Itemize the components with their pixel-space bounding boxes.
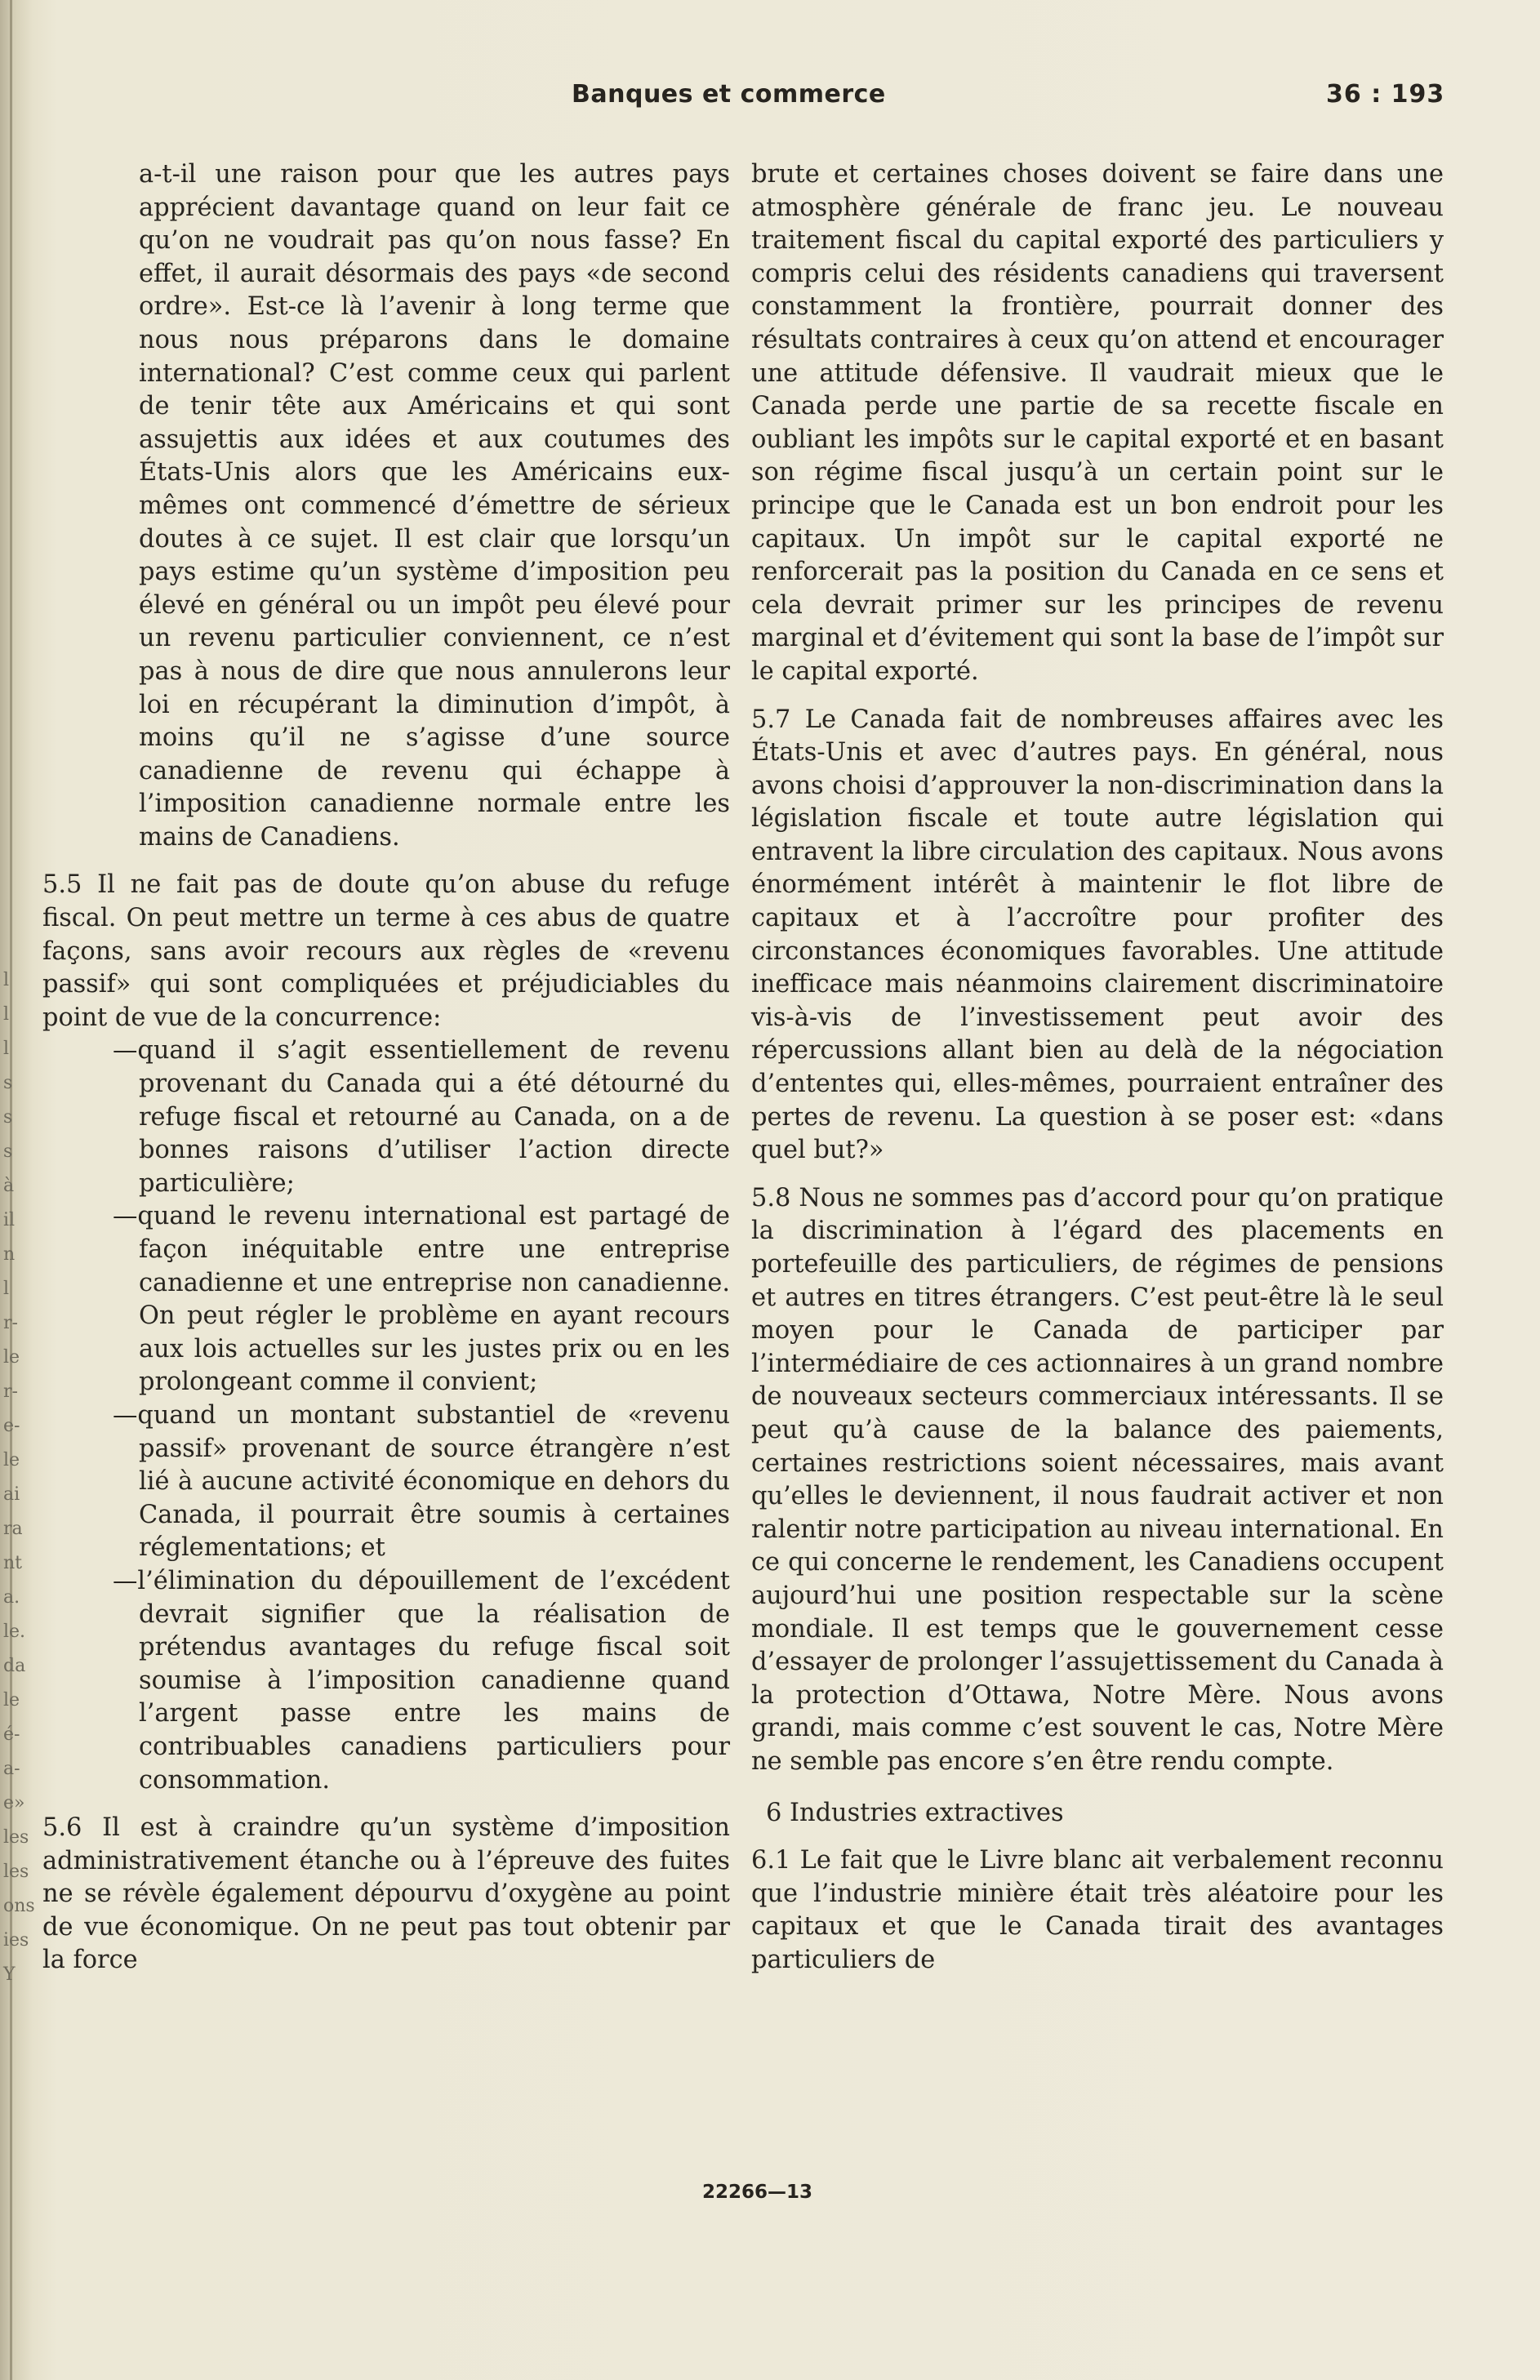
- margin-bleed-fragment: le.: [3, 1622, 26, 1642]
- margin-bleed-fragment: ons: [3, 1896, 35, 1916]
- margin-bleed-fragment: les: [3, 1827, 29, 1848]
- margin-bleed-fragment: a-: [3, 1759, 20, 1779]
- margin-bleed-fragment: da: [3, 1656, 26, 1676]
- margin-bleed-fragment: le: [3, 1690, 20, 1710]
- left-column: [42, 158, 730, 1977]
- margin-bleed-fragment: à: [3, 1176, 15, 1196]
- list-item: —quand il s’agit essentiellement de revenu provenant du Canada qui a été détourné du refuge fiscal et retourné au Canada, on a de bonnes raisons d’utiliser l’action directe particulière;: [113, 1036, 730, 1198]
- margin-bleed-fragment: le: [3, 1347, 20, 1368]
- right-column: [751, 158, 1444, 1977]
- margin-bleed-fragment: le: [3, 1450, 20, 1470]
- margin-bleed-fragment: a.: [3, 1587, 20, 1608]
- header-title: Banques et commerce: [572, 80, 886, 109]
- margin-bleed-fragment: s: [3, 1107, 13, 1128]
- dash-list: [42, 1034, 730, 1797]
- paragraph-5-8: 5.8 Nous ne sommes pas d’accord pour qu’on pratique la discrimination à l’égard des placements en portefeuille des particuliers, de régimes de pensions et autres en titres étrangers. C’est peut-être là le seul moyen pour le Canada de participer par l’intermédiaire de ces actionnaires à un grand nombre de nouveaux secteurs commerciaux intéressants. Il se peut qu’à cause de la balance des paiements, certaines restrictions soient nécessaires, mais avant qu’elles le deviennent, il nous faudrait activer et non ralentir notre participation au niveau international. En ce qui concerne le rendement, les Canadiens occupent aujourd’hui une position respectable sur la scène mondiale. Il est temps que le gouvernement cesse d’essayer de prolonger l’assujettissement du Canada à la protection d’Ottawa, Notre Mère. Nous avons grandi, mais comme c’est souvent le cas, Notre Mère ne semble pas encore s’en être rendu compte.: [751, 1183, 1444, 1776]
- margin-bleed-fragment: les: [3, 1862, 29, 1882]
- margin-bleed-fragment: l: [3, 970, 10, 990]
- margin-bleed-fragment: ies: [3, 1930, 29, 1951]
- section-heading: 6 Industries extractives: [766, 1798, 1064, 1827]
- margin-bleed-fragment: Y: [3, 1964, 16, 1985]
- margin-bleed-fragment: ra: [3, 1519, 23, 1539]
- margin-bleed-fragment: r-: [3, 1381, 18, 1402]
- margin-bleed-fragment: l: [3, 1004, 10, 1025]
- margin-bleed-fragment: e»: [3, 1793, 25, 1813]
- intro-paragraph: a-t-il une raison pour que les autres pays apprécient davantage quand on leur fait ce qu’on ne voudrait pas qu’on nous fasse? En effet, il aurait désormais des pays «de second ordre». Est-ce là l’avenir à long terme que nous nous préparons dans le domaine international? C’est comme ceux qui parlent de tenir tête aux Américains et qui sont assujettis aux idées et aux coutumes des États-Unis alors que les Américains eux-mêmes ont commencé d’émettre de sérieux doutes à ce sujet. Il est clair que lorsqu’un pays estime qu’un système d’imposition peu élevé en général ou un impôt peu élevé pour un revenu particulier conviennent, ce n’est pas à nous de dire que nous annulerons leur loi en récupérant la diminution d’impôt, à moins qu’il ne s’agisse d’une source canadienne de revenu qui échappe à l’imposition canadienne normale entre les mains de Canadiens.: [139, 160, 730, 852]
- continuation-paragraph: brute et certaines choses doivent se faire dans une atmosphère générale de franc jeu. Le nouveau traitement fiscal du capital exporté des particuliers y compris celui des résidents canadiens qui traversent constamment la frontière, pourrait donner des résultats contraires à ceux qu’on attend et encourager une attitude défensive. Il vaudrait mieux que le Canada perde une partie de sa recette fiscale en oubliant les impôts sur le capital exporté et en basant son régime fiscal jusqu’à un certain point sur le principe que le Canada est un bon endroit pour les capitaux. Un impôt sur le capital exporté ne renforcerait pas la position du Canada en ce sens et cela devrait primer sur les principes de revenu marginal et d’évitement qui sont la base de l’impôt sur le capital exporté.: [751, 160, 1444, 686]
- paragraph-5-5: 5.5 Il ne fait pas de doute qu’on abuse du refuge fiscal. On peut mettre un terme à ces abus de quatre façons, sans avoir recours aux règles de «revenu passif» qui sont compliquées et préjudiciables du point de vue de la concurrence:: [42, 870, 730, 1032]
- margin-bleed-fragment: l: [3, 1279, 10, 1299]
- margin-bleed-fragment: n: [3, 1244, 16, 1265]
- paragraph-6-1: 6.1 Le fait que le Livre blanc ait verbalement reconnu que l’industrie minière était très aléatoire pour les capitaux et que le Canada tirait des avantages particuliers de: [751, 1846, 1444, 1974]
- margin-bleed-fragment: nt: [3, 1553, 23, 1573]
- margin-bleed-fragment: s: [3, 1141, 13, 1162]
- margin-bleed-fragment: s: [3, 1073, 13, 1093]
- list-item: —quand le revenu international est partagé de façon inéquitable entre une entreprise canadienne et une entreprise non canadienne. On peut régler le problème en ayant recours aux lois actuelles sur les justes prix ou en les prolongeant comme il convient;: [113, 1202, 730, 1397]
- facing-page-margin-bleed: [3, 963, 35, 2253]
- paragraph-5-6: 5.6 Il est à craindre qu’un système d’imposition administrativement étanche ou à l’épreuve des fuites ne se révèle également dépourvu d’oxygène au point de vue économique. On ne peut pas tout obtenir par la force: [42, 1813, 730, 1975]
- running-header: [0, 80, 1540, 121]
- margin-bleed-fragment: l: [3, 1039, 10, 1059]
- paragraph-5-7: 5.7 Le Canada fait de nombreuses affaires avec les États-Unis et avec d’autres pays. En général, nous avons choisi d’approuver la non-discrimination dans la législation fiscale et toute autre législation qui entravent la libre circulation des capitaux. Nous avons énormément intérêt à maintenir le flot libre de capitaux et à l’accroître pour profiter des circonstances économiques favorables. Une attitude inefficace mais néanmoins clairement discriminatoire vis-à-vis de l’investissement peut avoir des répercussions allant bien au delà de la négociation d’ententes qui, elles-mêmes, pourraient entraîner des pertes de revenu. La question à se poser est: «dans quel but?»: [751, 705, 1444, 1165]
- margin-bleed-fragment: r-: [3, 1313, 18, 1333]
- list-item: —l’élimination du dépouillement de l’excédent devrait signifier que la réalisation de prétendus avantages du refuge fiscal soit soumise à l’imposition canadienne quand l’argent passe entre les mains de contribuables canadiens particuliers pour consommation.: [113, 1566, 730, 1795]
- footer-print-code: 22266—13: [702, 2182, 813, 2203]
- page-number: 36 : 193: [1326, 80, 1445, 109]
- margin-bleed-fragment: e-: [3, 1416, 20, 1436]
- margin-bleed-fragment: é-: [3, 1724, 20, 1745]
- margin-bleed-fragment: ai: [3, 1484, 20, 1505]
- margin-bleed-fragment: il: [3, 1210, 16, 1230]
- list-item: —quand un montant substantiel de «revenu passif» provenant de source étrangère n’est lié à aucune activité économique en dehors du Canada, il pourrait être soumis à certaines réglementations; et: [113, 1400, 730, 1563]
